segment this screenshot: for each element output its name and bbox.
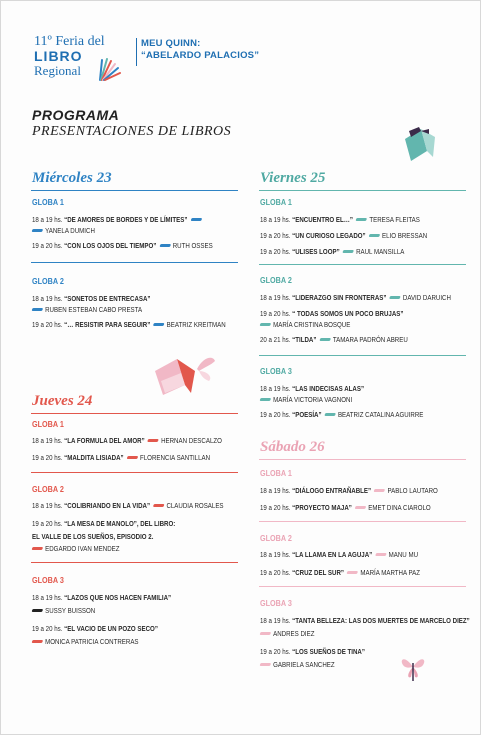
event-title: “SONETOS DE ENTRECASA”: [64, 294, 151, 303]
event-title: “EL VACIO DE UN POZO SECO”: [64, 624, 158, 633]
event-title: “LAZOS QUE NOS HACEN FAMILIA”: [64, 593, 172, 602]
program-subtitle: PRESENTACIONES DE LIBROS: [32, 124, 232, 139]
event-time: 18 a 19 hs.: [260, 384, 291, 393]
header-divider: [136, 38, 137, 66]
event-title: “LOS SUEÑOS DE TINA”: [292, 647, 365, 656]
event-title: “COLIBRIANDO EN LA VIDA”: [64, 501, 151, 510]
event-row: [32, 501, 224, 511]
event-title: “POESÍA”: [292, 410, 322, 419]
event-author-row: [32, 637, 139, 647]
open-book-teal-icon: [399, 125, 441, 165]
globa-heading: GLOBA 2: [32, 484, 64, 494]
event-author: TAMARA PADRÓN ABREU: [332, 335, 408, 344]
author-marker: [159, 244, 171, 247]
author-marker: [126, 456, 138, 459]
day-heading-sabado: Sábado 26: [260, 439, 325, 455]
event-author: GABRIELA SANCHEZ: [273, 660, 335, 669]
author-marker: [356, 218, 368, 221]
event-time: 18 a 19 hs.: [32, 501, 63, 510]
globa-heading: GLOBA 1: [32, 197, 64, 207]
event-row: [260, 410, 423, 420]
book-fan-icon: [96, 52, 132, 82]
event-author: RUBEN ESTEBAN CABO PRESTA: [45, 305, 143, 314]
author-marker: [32, 547, 44, 550]
event-author-row: [260, 660, 335, 670]
event-row: [260, 503, 431, 513]
logo-line-1: 11º Feria del: [34, 34, 105, 49]
event-author: HERNAN DESCALZO: [161, 436, 222, 445]
day-heading-jueves: Jueves 24: [32, 393, 93, 409]
event-time: 18 a 19 hs.: [32, 294, 63, 303]
event-author: MARÍA CRISTINA BOSQUE: [273, 320, 351, 329]
author-marker: [374, 489, 386, 492]
event-time: 19 a 20 hs.: [32, 320, 63, 329]
globa-heading: GLOBA 1: [260, 197, 292, 207]
event-title: “CRUZ DEL SUR”: [292, 568, 344, 577]
event-row: [32, 294, 151, 304]
globa-heading: GLOBA 3: [260, 598, 292, 608]
author-marker: [368, 234, 380, 237]
event-time: 18 a 19 hs.: [32, 593, 63, 602]
event-author: PABLO LAUTARO: [387, 486, 438, 495]
event-row: [260, 247, 404, 257]
event-row: [260, 293, 451, 303]
event-row: [260, 616, 470, 626]
globa-heading: GLOBA 1: [32, 419, 64, 429]
globa-heading: GLOBA 1: [260, 468, 292, 478]
event-title: “DIÁLOGO ENTRAÑABLE”: [292, 486, 372, 495]
author-marker: [32, 308, 44, 311]
author-marker: [32, 640, 44, 643]
event-title: “LAS INDECISAS ALAS”: [292, 384, 365, 393]
event-row: [260, 486, 438, 496]
event-row: [32, 519, 175, 529]
event-author: BEATRIZ CATALINA AGUIRRE: [337, 410, 424, 419]
event-time: 19 a 20 hs.: [32, 453, 63, 462]
event-author: YANELA DUMICH: [45, 226, 95, 235]
event-row: [32, 215, 204, 225]
author-marker: [32, 229, 44, 232]
event-time: 19 a 20 hs.: [260, 231, 291, 240]
event-title: “LA FORMULA DEL AMOR”: [64, 436, 145, 445]
event-row: [32, 593, 171, 603]
event-author: ANDRES DIEZ: [273, 629, 315, 638]
author-marker: [260, 632, 272, 635]
event-time: 18 a 19 hs.: [32, 436, 63, 445]
event-time: 19 a 20 hs.: [260, 247, 291, 256]
day-divider: [31, 413, 238, 414]
event-row: [260, 335, 408, 345]
event-time: 19 a 20 hs.: [260, 647, 291, 656]
event-row-continued: [32, 532, 153, 542]
event-author-row: [260, 320, 350, 330]
event-author-row: [32, 226, 95, 236]
event-title-continued: EL VALLE DE LOS SUEÑOS, EPISODIO 2.: [32, 532, 154, 541]
event-author: MARÍA VICTORIA VAGNONI: [273, 395, 353, 404]
event-time: 18 a 19 hs.: [260, 215, 291, 224]
globa-heading: GLOBA 2: [32, 276, 64, 286]
event-row: [260, 215, 420, 225]
event-author: EDGARDO IVAN MENDEZ: [45, 544, 120, 553]
logo-line-2: LIBRO: [34, 48, 83, 64]
event-author: DAVID DARUICH: [402, 293, 451, 302]
event-author: RAUL MANSILLA: [356, 247, 405, 256]
event-title: “MALDITA LISIADA”: [64, 453, 124, 462]
event-row: [260, 550, 418, 560]
event-author: RUTH OSSES: [172, 241, 213, 250]
event-time: 19 a 20 hs.: [260, 410, 291, 419]
open-book-butterfly-icon: [151, 351, 219, 403]
event-title: “TILDA”: [292, 335, 317, 344]
tagline-line-2: “ABELARDO PALACIOS”: [141, 50, 260, 61]
event-time: 19 a 20 hs.: [260, 503, 291, 512]
globa-heading: GLOBA 2: [260, 533, 292, 543]
event-author: MARÍA MARTHA PAZ: [360, 568, 420, 577]
event-author: ELIO BRESSAN: [382, 231, 428, 240]
event-time: 19 a 20 hs.: [260, 568, 291, 577]
event-row: [32, 320, 226, 330]
event-author-row: [260, 395, 352, 405]
event-author-row: [32, 606, 95, 616]
fair-logo: [34, 34, 134, 84]
event-time: 19 a 20 hs.: [32, 241, 63, 250]
event-title: “ TODAS SOMOS UN POCO BRUJAS”: [292, 309, 404, 318]
event-author: TERESA FLEITAS: [369, 215, 420, 224]
author-marker: [260, 323, 272, 326]
event-time: 19 a 20 hs.: [32, 624, 63, 633]
section-divider: [31, 262, 238, 263]
author-marker: [375, 553, 387, 556]
globa-heading: GLOBA 3: [32, 575, 64, 585]
author-marker: [389, 296, 401, 299]
globa-heading: GLOBA 3: [260, 366, 292, 376]
day-heading-viernes: Viernes 25: [260, 170, 326, 186]
day-heading-miercoles: Miércoles 23: [32, 170, 112, 186]
day-divider: [31, 190, 238, 191]
event-row: [260, 384, 364, 394]
event-author: EMET DINA CIAROLO: [368, 503, 431, 512]
event-title: “TANTA BELLEZA: LAS DOS MUERTES DE MARCELO DIEZ”: [292, 616, 470, 625]
author-marker: [343, 250, 355, 253]
event-author: MONICA PATRICIA CONTRERAS: [45, 637, 139, 646]
event-time: 19 a 20 hs.: [260, 309, 291, 318]
event-time: 18 a 19 hs.: [260, 550, 291, 559]
event-author: BEATRIZ KREITMAN: [166, 320, 226, 329]
tagline-line-1: MEU QUINN:: [141, 38, 201, 49]
section-divider: [31, 472, 238, 473]
event-title: “DE AMORES DE BORDES Y DE LÍMITES”: [64, 215, 188, 224]
event-title: “CON LOS OJOS DEL TIEMPO”: [64, 241, 157, 250]
event-title: “ULISES LOOP”: [292, 247, 340, 256]
event-row: [260, 231, 427, 241]
butterfly-icon: [399, 653, 427, 683]
event-row: [32, 241, 213, 251]
event-time: 18 a 19 hs.: [260, 486, 291, 495]
day-divider: [259, 190, 466, 191]
event-title: “LA MESA DE MANOLO”, DEL LIBRO:: [64, 519, 176, 528]
event-row: [260, 568, 420, 578]
event-author: CLAUDIA ROSALES: [166, 501, 224, 510]
section-divider: [259, 586, 466, 587]
program-title: PROGRAMA: [32, 107, 120, 123]
event-title: “UN CURIOSO LEGADO”: [292, 231, 366, 240]
author-marker: [260, 663, 272, 666]
author-marker: [260, 398, 272, 401]
event-title: “LA LLAMA EN LA AGUJA”: [292, 550, 373, 559]
event-author: MANU MU: [388, 550, 419, 559]
section-divider: [259, 521, 466, 522]
event-time: 18 a 19 hs.: [260, 616, 291, 625]
event-title: “PROYECTO MAJA”: [292, 503, 352, 512]
author-marker: [148, 439, 160, 442]
author-marker: [319, 338, 331, 341]
author-marker: [347, 571, 359, 574]
event-author: FLORENCIA SANTILLAN: [140, 453, 211, 462]
event-author-row: [260, 629, 314, 639]
event-title: “… RESISTIR PARA SEGUIR”: [64, 320, 151, 329]
author-marker: [153, 504, 165, 507]
author-marker: [355, 506, 367, 509]
event-row: [260, 647, 365, 657]
event-row: [32, 624, 158, 634]
event-time: 19 a 20 hs.: [32, 519, 63, 528]
author-marker: [324, 413, 336, 416]
section-divider: [31, 562, 238, 563]
author-marker: [153, 323, 165, 326]
event-time: 20 a 21 hs.: [260, 335, 291, 344]
event-author-row: [32, 305, 142, 315]
event-row: [32, 453, 210, 463]
event-author-row: [32, 544, 119, 554]
event-row: [260, 309, 403, 319]
fair-tagline: [141, 38, 259, 62]
event-time: 18 a 19 hs.: [32, 215, 63, 224]
author-marker: [190, 218, 202, 221]
globa-heading: GLOBA 2: [260, 275, 292, 285]
event-time: 18 a 19 hs.: [260, 293, 291, 302]
event-author: SUSSY BUISSON: [45, 606, 96, 615]
author-marker: [32, 609, 44, 612]
event-row: [32, 436, 222, 446]
logo-line-3: Regional: [34, 63, 81, 78]
day-divider: [259, 459, 466, 460]
event-title: “LIDERAZGO SIN FRONTERAS”: [292, 293, 387, 302]
event-title: “ENCUENTRO EL…”: [292, 215, 353, 224]
section-divider: [259, 264, 466, 265]
section-divider: [259, 355, 466, 356]
